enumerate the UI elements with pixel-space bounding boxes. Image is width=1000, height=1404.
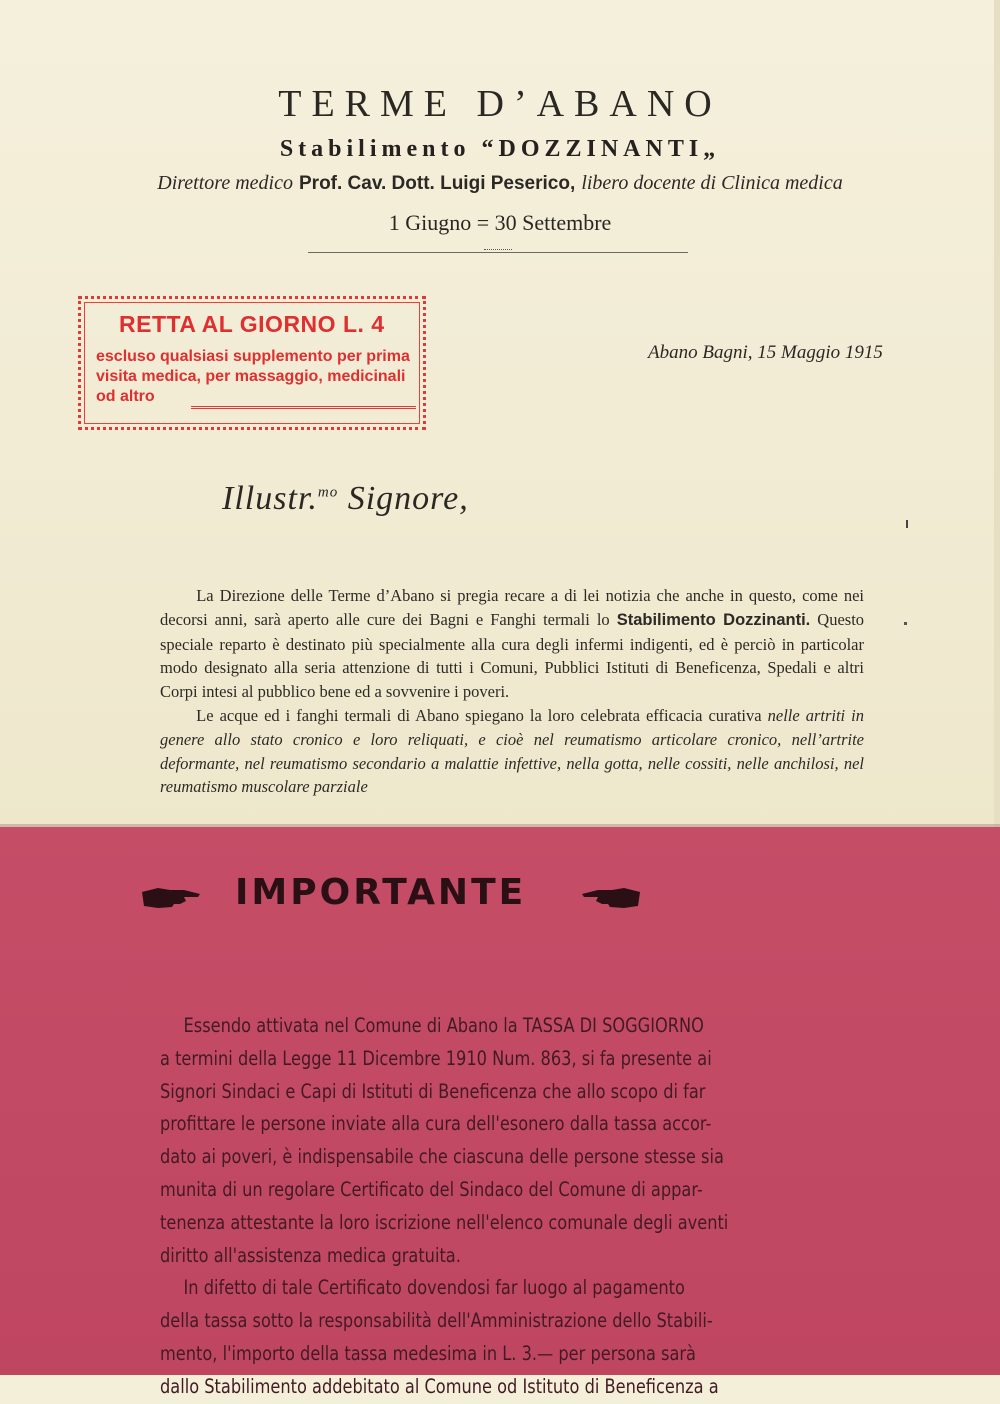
paper-mark bbox=[906, 520, 908, 528]
notice-line: a termini della Legge 11 Dicembre 1910 Num. 863, si fa presente ai bbox=[160, 1046, 712, 1070]
p2-text-a: Le acque ed i fanghi termali di Abano spiegano la loro celebrata efficacia curativa bbox=[196, 705, 762, 725]
rate-headline: RETTA AL GIORNO L. 4 bbox=[119, 311, 385, 337]
letterhead-title: TERME D’ABANO bbox=[278, 83, 722, 125]
letter-paragraph-2 bbox=[160, 704, 864, 799]
important-banner bbox=[140, 872, 660, 922]
director-line bbox=[0, 172, 1000, 195]
salutation-sup: mo bbox=[317, 484, 339, 501]
p1-text-a: La Direzione delle Terme d’Abano si pregia recare a di lei notizia che anche in questo, come nei decorsi anni, sarà aperto alle cure dei Bagni e Fanghi termali lo bbox=[160, 586, 865, 629]
notice-line: Essendo attivata nel Comune di Abano la TASSA DI SOGGIORNO bbox=[183, 1014, 704, 1037]
notice-line: mento, l'importo della tassa medesima in L. 3.— per persona sarà bbox=[160, 1341, 696, 1365]
sheet-edge bbox=[994, 0, 1000, 840]
notice-line: dato ai poveri, è indispensabile che ciascuna delle persone stesse sia bbox=[160, 1145, 724, 1169]
p1-bold: Stabilimento Dozzinanti. bbox=[616, 610, 811, 629]
p2-italic: nelle artriti in genere allo stato cronico e loro reliquati, e cioè nel reumatismo articolare cronico, nell’artrite deformante, nel reumatismo secondario a malattie infettive, nella gotta, nelle cossiti, nelle anchilosi, nel reumatismo muscolare parziale bbox=[160, 705, 865, 797]
letter-paragraph-1 bbox=[160, 584, 864, 704]
letterhead-subtitle: Stabilimento “DOZZINANTI„ bbox=[279, 136, 721, 162]
director-prefix: Direttore medico bbox=[157, 172, 293, 194]
notice-line: Signori Sindaci e Capi di Istituti di Beneficenza che allo scopo di far bbox=[160, 1079, 706, 1103]
notice-line: munita di un regolare Certificato del Sindaco del Comune di appar- bbox=[160, 1177, 703, 1201]
director-suffix: libero docente di Clinica medica bbox=[581, 172, 843, 194]
notice-line: diritto all'assistenza medica gratuita. bbox=[160, 1243, 461, 1267]
notice-line: dallo Stabilimento addebitato al Comune od Istituto di Beneficenza a bbox=[160, 1374, 719, 1398]
rate-dash-line bbox=[191, 406, 416, 409]
salutation-word: Signore, bbox=[347, 480, 469, 517]
salutation bbox=[222, 480, 469, 518]
salutation-title: Illustr. bbox=[222, 480, 318, 517]
notice-line: tenenza attestante la loro iscrizione nell'elenco comunale degli aventi bbox=[160, 1210, 729, 1234]
pointing-hand-left-icon bbox=[580, 882, 642, 912]
notice-line: della tassa sotto la responsabilità dell'Amministrazione dello Stabili- bbox=[160, 1309, 713, 1333]
season-dates: 1 Giugno = 30 Settembre bbox=[388, 210, 612, 235]
letter-body bbox=[160, 584, 864, 799]
rate-details: escluso qualsiasi supplemento per prima visita medica, per massaggio, medicinali od altro bbox=[96, 348, 410, 405]
director-name: Prof. Cav. Dott. Luigi Peserico, bbox=[299, 173, 576, 194]
p1-text-b: Questo speciale reparto è destinato più specialmente alla cura degli infermi indigenti, ed è perciò in particolar modo designato alla seria attenzione di tutti i Comuni, Pubblici Istituti di Beneficenza, Spedali e altri Corpi intesi al pubblico bene ed a sovvenire i poveri. bbox=[160, 609, 865, 702]
notice-line: In difetto di tale Certificato dovendosi far luogo al pagamento bbox=[183, 1276, 685, 1300]
notice-body bbox=[160, 1010, 867, 1404]
pointing-hand-right-icon bbox=[140, 882, 202, 912]
rate-box bbox=[78, 296, 426, 430]
important-label: IMPORTANTE bbox=[235, 872, 527, 913]
paper-speck bbox=[904, 622, 907, 625]
dateline: Abano Bagni, 15 Maggio 1915 bbox=[648, 342, 883, 363]
divider-ornament bbox=[484, 249, 512, 256]
notice-line: profittare le persone inviate alla cura dell'esonero dalla tassa accor- bbox=[160, 1112, 712, 1136]
